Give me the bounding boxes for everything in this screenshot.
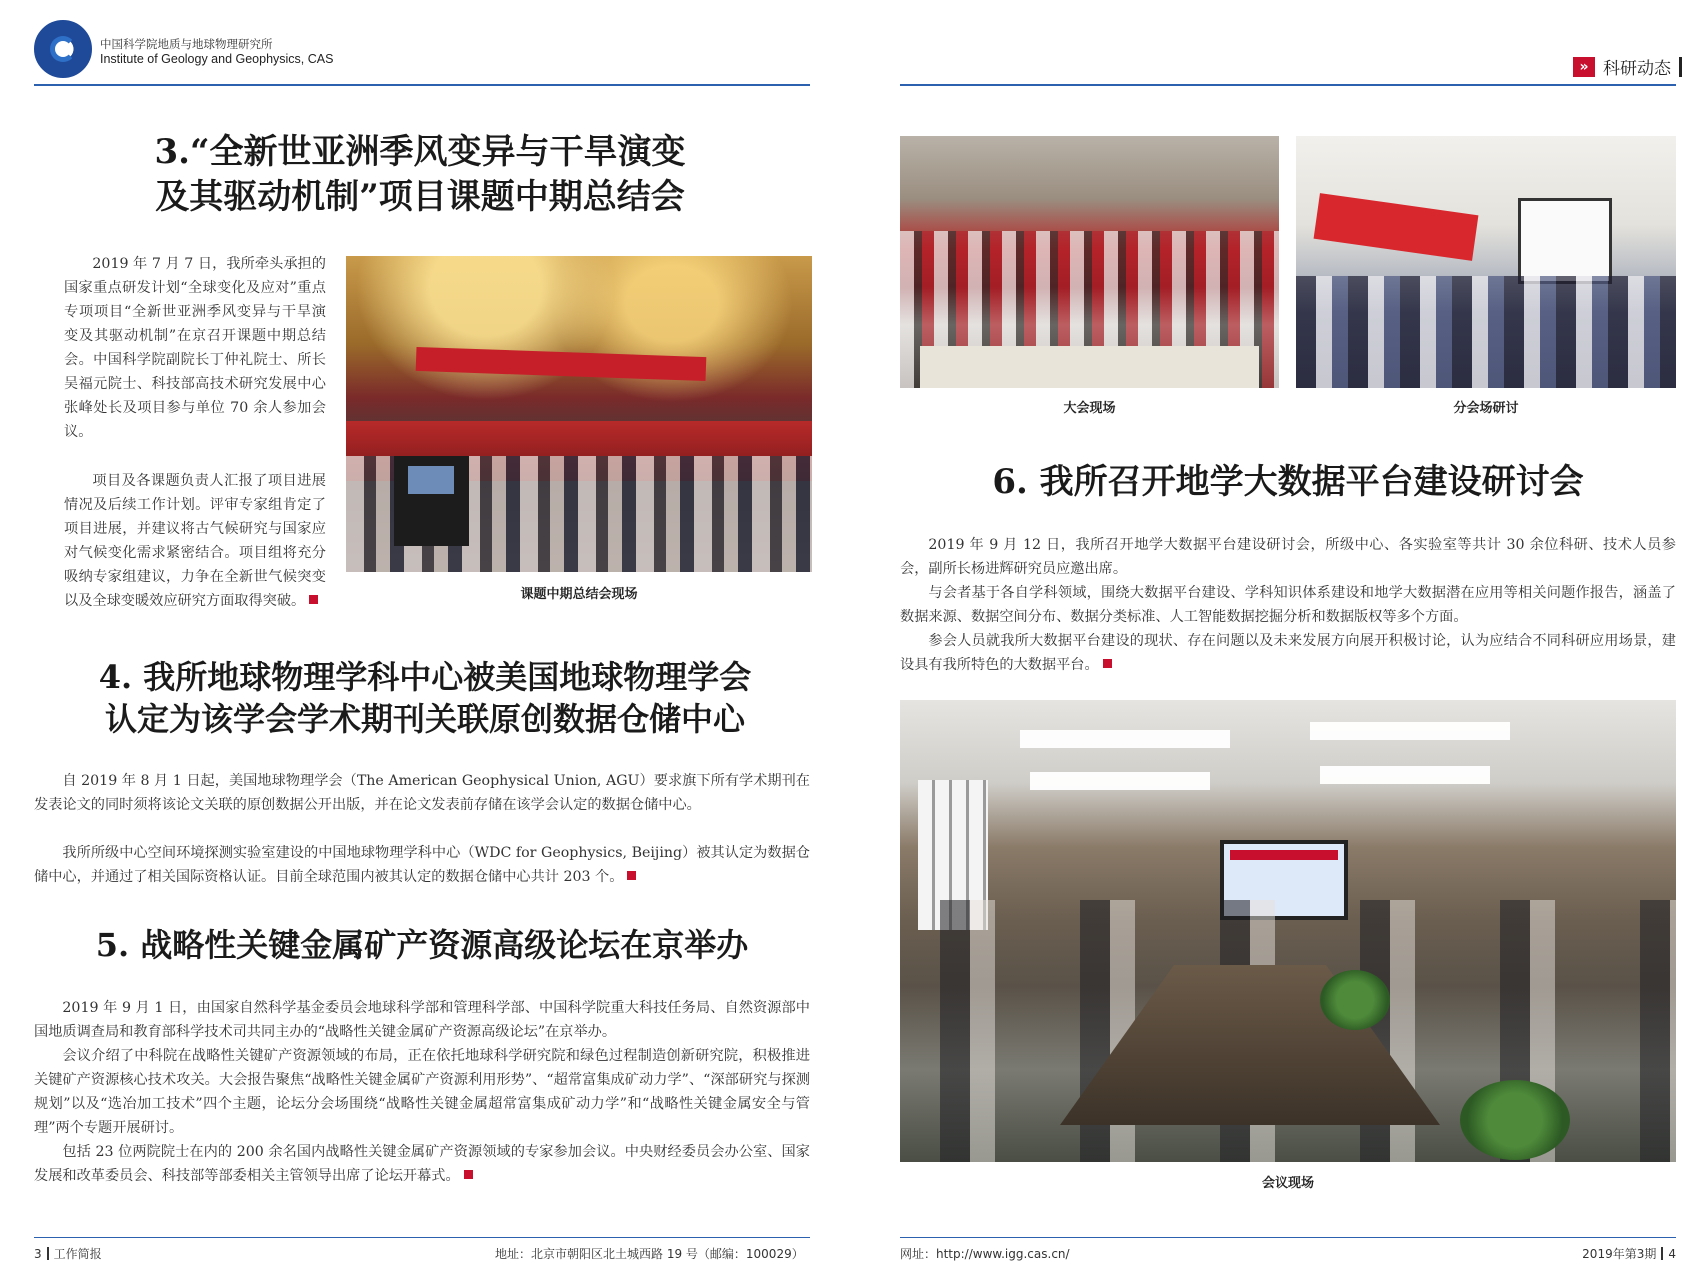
plenary-session-photo	[900, 136, 1279, 388]
left-page-number: 3	[34, 1247, 42, 1261]
article-4-title	[40, 656, 810, 740]
article-5-paragraph-3	[34, 1140, 810, 1188]
left-footer-label: 工作简报	[53, 1247, 102, 1261]
end-mark-icon	[1103, 659, 1112, 668]
article-5-paragraph-1: 2019 年 9 月 1 日，由国家自然科学基金委员会地球科学部和管理科学部、中国科学院重大科技任务局、自然资源部中国地质调查局和教育部科学技术司共同主办的“战略性关键金属矿产资源高级论坛”在京举办。	[34, 1000, 810, 1040]
institute-logo-icon	[34, 20, 92, 78]
left-footer-page	[34, 1245, 102, 1262]
footer-rule	[34, 1237, 810, 1238]
article-3-paragraph-2	[64, 469, 326, 613]
footer-divider	[1661, 1247, 1663, 1260]
symposium-photo	[900, 700, 1676, 1162]
double-chevron-icon: »	[1573, 57, 1595, 77]
footer-address: 地址：北京市朝阳区北土城西路 19 号（邮编：100029）	[495, 1247, 804, 1261]
section-tag	[1573, 54, 1682, 79]
article-3-title-line2: 及其驱动机制”项目课题中期总结会	[155, 176, 685, 217]
end-mark-icon	[464, 1170, 473, 1179]
end-mark-icon	[627, 871, 636, 880]
article-4-title-line1: 4. 我所地球物理学科中心被美国地球物理学会	[98, 658, 752, 696]
section-divider	[1679, 57, 1682, 77]
article-6-paragraph-2: 与会者基于各自学科领域，围绕大数据平台建设、学科知识体系建设和地学大数据潜在应用等相关问题作报告，涵盖了数据来源、数据空间分布、数据分类标准、人工智能数据挖掘分析和数据版权等多个方面。	[900, 585, 1676, 625]
article-5-paragraph-3-text: 包括 23 位两院院士在内的 200 余名国内战略性关键金属矿产资源领域的专家参加会议。中央财经委员会办公室、国家发展和改革委员会、科技部等部委相关主管领导出席了论坛开幕式。	[34, 1144, 810, 1184]
article-6-photo-caption: 会议现场	[1261, 1176, 1314, 1191]
org-name-en: Institute of Geology and Geophysics, CAS	[100, 52, 334, 66]
section-label: 科研动态	[1603, 59, 1671, 79]
article-3-paragraph-1: 2019 年 7 月 7 日，我所牵头承担的国家重点研发计划“全球变化及应对”重点专项项目“全新世亚洲季风变异与干旱演变及其驱动机制”在京召开课题中期总结会。中国科学院副院长丁仲礼院士、所长吴福元院士、科技部高技术研究发展中心张峰处长及项目参与单位 70 余人参加会议。	[64, 256, 326, 440]
right-footer-page	[1582, 1245, 1676, 1262]
article-3-title-line1: 3.“全新世亚洲季风变异与干旱演变	[154, 132, 686, 172]
article-4-paragraph-2-text: 我所所级中心空间环境探测实验室建设的中国地球物理学科中心（WDC for Geophysics, Beijing）被其认定为数据仓储中心，并通过了相关国际资格认证。目前全球范围内被其认定的数据仓储中心共计 203 个。	[34, 845, 810, 885]
article-3-paragraph-2-text: 项目及各课题负责人汇报了项目进展情况及后续工作计划。评审专家组肯定了项目进展，并建议将古气候研究与国家应对气候变化需求紧密结合。项目组将充分吸纳专家组建议，力争在全新世气候突变以及全球变暖效应研究方面取得突破。	[64, 473, 326, 609]
right-page-number: 4	[1668, 1247, 1676, 1261]
plenary-caption: 大会现场	[1063, 401, 1116, 416]
article-4-paragraph-1: 自 2019 年 8 月 1 日起，美国地球物理学会（The American Geophysical Union, AGU）要求旗下所有学术期刊在发表论文的同时须将该论文关联的原创数据公开出版，并在论文发表前存储在该学会认定的数据仓储中心。	[34, 773, 810, 813]
article-4-paragraph-2	[34, 841, 810, 889]
footer-rule	[900, 1237, 1676, 1238]
org-name-cn: 中国科学院地质与地球物理研究所	[100, 37, 273, 51]
issue-label: 2019年第3期	[1582, 1247, 1657, 1261]
header-rule	[900, 84, 1676, 86]
article-6-paragraph-3	[900, 629, 1676, 677]
breakout-session-photo	[1296, 136, 1676, 388]
article-4-title-line2: 认定为该学会学术期刊关联原创数据仓储中心	[104, 700, 745, 739]
footer-divider	[47, 1247, 49, 1260]
end-mark-icon	[309, 595, 318, 604]
article-6-paragraph-1: 2019 年 9 月 12 日，我所召开地学大数据平台建设研讨会，所级中心、各实验室等共计 30 余位科研、技术人员参会，副所长杨进辉研究员应邀出席。	[900, 537, 1676, 577]
article-6-paragraph-3-text: 参会人员就我所大数据平台建设的现状、存在问题以及未来发展方向展开积极讨论，认为应结合不同科研应用场景，建设具有我所特色的大数据平台。	[900, 633, 1676, 673]
article-3-title	[90, 130, 750, 220]
article-5-paragraph-2: 会议介绍了中科院在战略性关键矿产资源领域的布局，正在依托地球科学研究院和绿色过程制造创新研究院，积极推进关键矿产资源核心技术攻关。大会报告聚焦“战略性关键金属矿产资源利用形势”、“超常富集成矿动力学”、“深部研究与探测规划”以及“选冶加工技术”四个主题，论坛分会场围绕“战略性关键金属超常富集成矿动力学”和“战略性关键金属安全与管理”两个专题开展研讨。	[34, 1048, 810, 1136]
footer-website: 网址：http://www.igg.cas.cn/	[900, 1247, 1070, 1261]
right-page	[850, 0, 1700, 1284]
header-rule	[34, 84, 810, 86]
article-5-title: 5. 战略性关键金属矿产资源高级论坛在京举办	[95, 926, 749, 964]
article-6-title: 6. 我所召开地学大数据平台建设研讨会	[992, 462, 1584, 502]
article-3-photo	[346, 256, 812, 572]
article-3-photo-caption: 课题中期总结会现场	[520, 587, 638, 602]
breakout-caption: 分会场研讨	[1453, 401, 1519, 416]
